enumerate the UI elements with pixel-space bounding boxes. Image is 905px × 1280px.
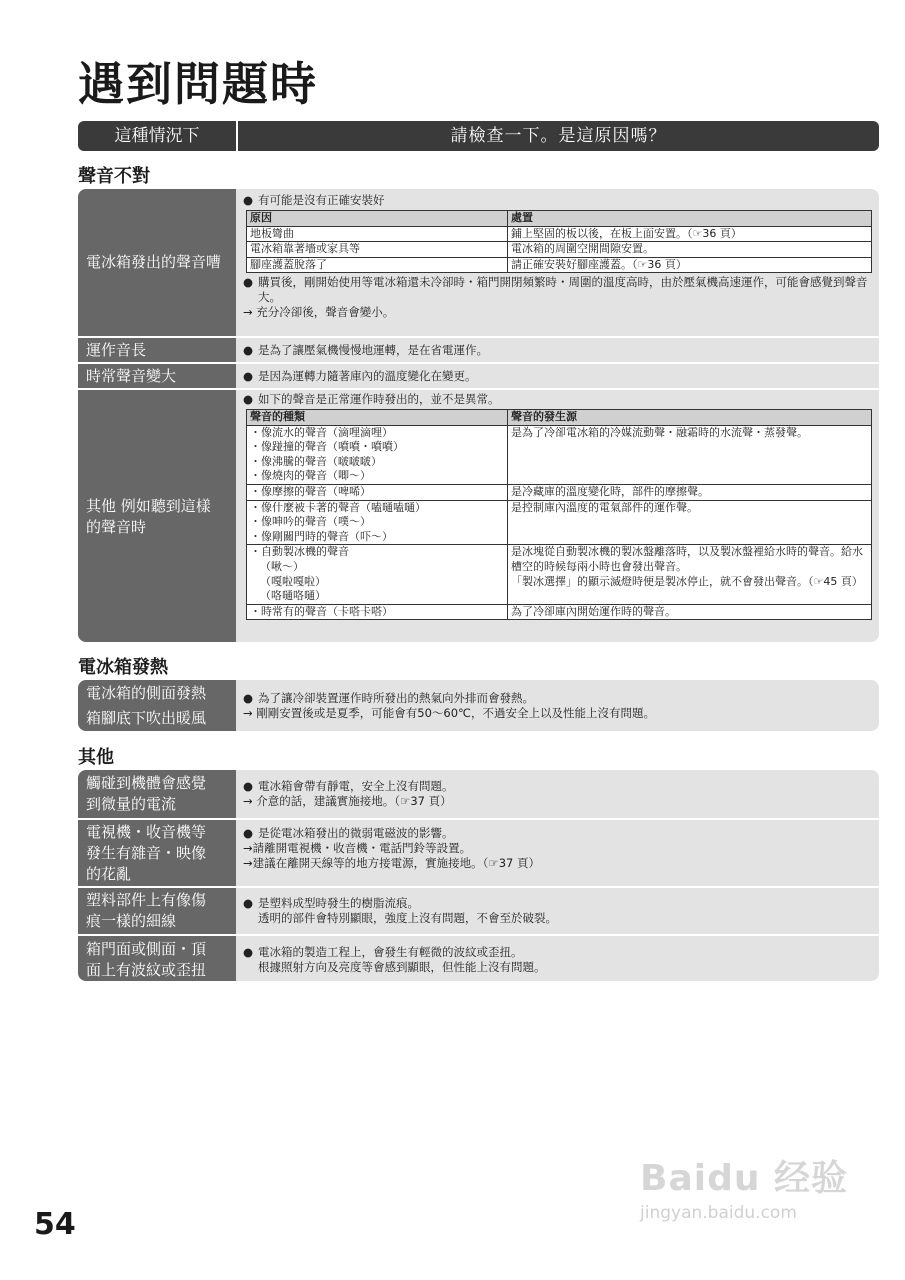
page-title: 遇到問題時	[78, 57, 318, 111]
cell-source: 為了冷卻庫內開始運作時的聲音。	[508, 604, 872, 620]
bullet-text: ● 有可能是沒有正確安裝好	[243, 193, 871, 208]
cell-source: 是冷藏庫的溫度變化時，部件的摩擦聲。	[508, 484, 872, 500]
row-label: 運作音長	[78, 338, 236, 362]
cell-kind: ・時常有的聲音（卡嗒卡嗒）	[247, 604, 508, 620]
arrow-note: → 剛剛安置後或是夏季，可能會有50～60℃，不過安全上以及性能上沒有問題。	[243, 705, 655, 720]
sound-block	[78, 189, 879, 642]
table-row	[247, 500, 872, 545]
th-fix: 處置	[508, 211, 872, 227]
row-flowlines	[78, 886, 879, 934]
watermark-url: jingyan.baidu.com	[640, 1203, 797, 1223]
row-long-sound	[78, 336, 879, 362]
row-label: 時常聲音變大	[78, 364, 236, 388]
table-row	[247, 604, 872, 620]
row-heat	[78, 680, 879, 731]
row-static	[78, 770, 879, 818]
table-row	[247, 257, 872, 273]
watermark	[640, 1150, 848, 1223]
table-row	[247, 226, 872, 242]
header-situation: 這種情況下	[78, 121, 238, 151]
arrow-note: → 充分冷卻後，聲音會變小。	[243, 305, 395, 320]
cell-kind: ・像什麼被卡著的聲音（嗑嗵嗑嗵） ・像呻吟的聲音（噗～） ・像剛關門時的聲音（吓～）	[247, 500, 508, 545]
table-row	[247, 545, 872, 604]
section-heading-other: 其他	[78, 747, 114, 768]
bullet-text: ● 電冰箱的製造工程上，會發生有輕微的波紋或歪扭。	[243, 945, 871, 960]
bullet-text: ● 如下的聲音是正常運作時發出的，並不是異常。	[243, 392, 871, 407]
cell-source: 是控制庫內溫度的電氣部件的運作聲。	[508, 500, 872, 545]
cell-source: 是冰塊從自動製冰機的製冰盤離落時，以及製冰盤裡給水時的聲音。給水槽空的時候每兩小時也會發出聲音。 「製冰選擇」的顯示滅燈時便是製冰停止，就不會發出聲音。（☞45 頁）	[508, 545, 872, 604]
section-heading-heat: 電冰箱發熱	[78, 657, 168, 678]
cell-source: 是為了冷卻電冰箱的冷媒流動聲・融霜時的水流聲・蒸發聲。	[508, 425, 872, 484]
bullet-text: ● 購買後，剛開始使用等電冰箱還未冷卻時・箱門開閉頻繁時・周圍的溫度高時，由於壓氣機高速運作，可能會感覺到聲音大。	[243, 275, 871, 305]
cell-cause: 地板彎曲	[247, 226, 508, 242]
cell-kind: ・像摩擦的聲音（啤唏）	[247, 484, 508, 500]
arrow-note: → 介意的話，建議實施接地。（☞37 頁）	[243, 794, 452, 808]
watermark-brand: Baidu 经验	[640, 1158, 849, 1199]
cause-table	[246, 210, 872, 273]
row-label: 其他 例如聽到這樣 的聲音時	[78, 390, 236, 642]
cell-cause: 腳座護蓋脫落了	[247, 257, 508, 273]
th-cause: 原因	[247, 211, 508, 227]
row-label: 塑料部件上有像傷 痕一樣的細線	[78, 888, 236, 934]
table-row	[247, 425, 872, 484]
row-louder	[78, 362, 879, 388]
cell-fix: 鋪上堅固的板以後，在板上面安置。（☞36 頁）	[508, 226, 872, 242]
bullet-text: ● 是塑料成型時發生的樹脂流痕。	[243, 896, 871, 911]
bullet-text: ● 是因為運轉力隨著庫內的溫度變化在變更。	[243, 369, 477, 384]
cell-fix: 電冰箱的周圍空開間隙安置。	[508, 242, 872, 258]
table-header-bar	[78, 121, 879, 151]
sound-table	[246, 409, 872, 620]
body-text: 透明的部件會特別顯眼，強度上沒有問題，不會至於破裂。	[258, 911, 557, 925]
row-label: 電視機・收音機等 發生有雜音・映像 的花亂	[78, 820, 236, 886]
bullet-text: ● 電冰箱會帶有靜電，安全上沒有問題。	[243, 779, 871, 794]
body-text: 根據照射方向及亮度等會感到顯眼，但性能上沒有問題。	[258, 959, 546, 974]
row-interference	[78, 818, 879, 886]
section-heading-sound: 聲音不對	[78, 166, 150, 187]
table-row	[247, 484, 872, 500]
row-other-sounds	[78, 388, 879, 642]
arrow-note: →建議在離開天線等的地方接電源，實施接地。（☞37 頁）	[243, 856, 540, 870]
row-label: 電冰箱發出的聲音嘈	[78, 189, 236, 336]
arrow-note: →請離開電視機・收音機・電話門鈴等設置。	[243, 841, 472, 855]
page-number: 54	[34, 1207, 76, 1242]
table-row	[247, 242, 872, 258]
row-label: 觸碰到機體會感覺 到微量的電流	[78, 770, 236, 818]
bullet-text: ● 是從電冰箱發出的微弱電磁波的影響。	[243, 826, 871, 841]
th-kind: 聲音的種類	[247, 410, 508, 426]
row-label: 電冰箱的側面發熱 箱腳底下吹出暖風	[78, 680, 236, 731]
row-noisy	[78, 189, 879, 336]
cell-fix: 請正確安裝好腳座護蓋。（☞36 頁）	[508, 257, 872, 273]
other-block	[78, 770, 879, 981]
heat-block	[78, 680, 879, 731]
cell-kind: ・像流水的聲音（滴哩滴哩） ・像踫撞的聲音（噴噴・噴噴） ・像沸騰的聲音（啵啵啵） ・像燒肉的聲音（唧～）	[247, 425, 508, 484]
bullet-text: ● 為了讓冷卻裝置運作時所發出的熱氣向外排而會發熱。	[243, 691, 871, 706]
th-source: 聲音的發生源	[508, 410, 872, 426]
cell-kind: ・自動製冰機的聲音 （啾～） （嘎啦嘎啦） （咯嗵咯嗵）	[247, 545, 508, 604]
bullet-text: ● 是為了讓壓氣機慢慢地運轉，是在省電運作。	[243, 343, 488, 358]
row-label: 箱門面或側面・頂 面上有波紋或歪扭	[78, 936, 236, 981]
row-ripples	[78, 934, 879, 981]
header-check-cause: 請檢查一下。是這原因嗎？	[450, 126, 667, 146]
cell-cause: 電冰箱靠著墻或家具等	[247, 242, 508, 258]
